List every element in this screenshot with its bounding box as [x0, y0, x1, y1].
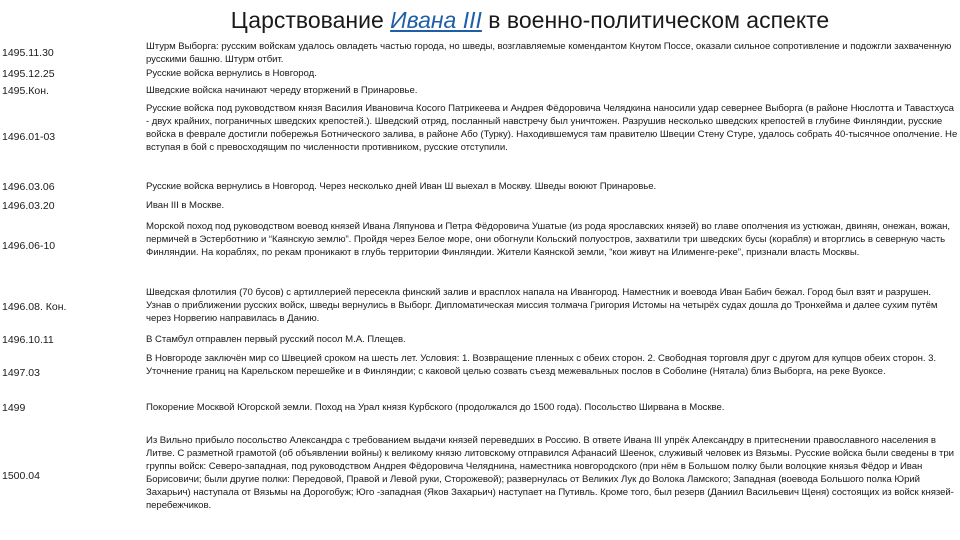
row-description: Покорение Москвой Югорской земли. Поход на Урал князя Курбского (продолжался до 1500 года). Посольство Ширвана в Москве. [146, 402, 725, 413]
row-description: Штурм Выборга: русским войскам удалось овладеть частью города, но шведы, возглавляемые комендантом Кнутом Поссе, оказали сильное сопротивление и подожгли захваченную русскими башню. Штурм отбит. [146, 41, 952, 65]
row-date: 1499 [2, 402, 26, 414]
row-description: Шведские войска начинают череду вторжений в Принаровье. [146, 85, 418, 96]
row-date: 1496.08. Кон. [2, 301, 67, 313]
row-date: 1496.03.20 [2, 200, 55, 212]
row-description: Иван III в Москве. [146, 200, 225, 211]
row-date: 1496.06-10 [2, 240, 56, 252]
row-date: 1496.10.11 [2, 334, 54, 346]
row-date: 1495.Кон. [2, 85, 49, 97]
row-date: 1496.01-03 [2, 131, 56, 143]
row-description: Русские войска вернулись в Новгород. [146, 68, 317, 79]
row-description: Русские войска под руководством князя Василия Ивановича Косого Патрикеева и Андрея Фёдоровича Челядкина наносили удар севернее Выборга (в районе Нюслотта и Тавастхуса - двух крайних, пограничных шведских крепостей.). Шведский отряд, посланный навстречу был уничтожен. Разрушив несколько шведских крепостей в глубине Финляндии, русские войска в феврале достигли побережья Ботнического залива, в районе Або (Турку). Находившемуся там правителю Швеции Стену Стуре, удалось собрать 40-тысячное ополчение. Не вступая в бой с превосходящим по численности противником, русские отступили. [146, 103, 958, 153]
title-text-end: в военно-политическом аспекте [481, 7, 830, 33]
row-date: 1495.11.30 [2, 47, 54, 59]
row-description: Морской поход под руководством воевод князей Ивана Ляпунова и Петра Фёдоровича Ушатые (из рода ярославских князей) во главе ополчения из устюжан, двинян, онежан, вожан, пермичей в Эстерботнию и “Каянскую землю”. Пройдя через Белое море, они обогнули Кольский полуостров, захватили три шведских бусы (корабля) и вторглись в северную часть Финляндии. На кораблях, по рекам проникают в глубь территории Финляндии. Жители Каянской земли, “кои живут на Илименге-реке”, признали власть Москвы. [146, 221, 951, 258]
row-description: В Новгороде заключён мир со Швецией сроком на шесть лет. Условия: 1. Возвращение пленных с обеих сторон. 2. Свободная торговля друг с другом для купцов обеих сторон. 3. Уточнение границ на Карельском перешейке и в Финляндии; с каковой целью созвать съезд межевальных послов в Соболине (Нятала) близ Выборга, на реке Вуоксе. [146, 353, 937, 377]
row-date: 1497.03 [2, 367, 40, 379]
row-description: Шведская флотилия (70 бусов) с артиллерией пересекла финский залив и врасплох напала на Ивангород. Наместник и воевода Иван Бабич бежал. Город был взят и разрушен. Узнав о приближении русских войск, шведы вернулись в Выборг. Дипломатическая миссия толмача Григория Истомы на четырёх судах дошла до Тронхейма и далее сухим путём через Норвегию направилась в Данию. [146, 287, 938, 324]
row-description: В Стамбул отправлен первый русский посол М.А. Плещев. [146, 334, 406, 345]
row-description: Русские войска вернулись в Новгород. Через несколько дней Иван Ш выехал в Москву. Шведы воюют Принаровье. [146, 181, 657, 192]
title-text-start: Царствование [230, 7, 391, 33]
row-date: 1495.12.25 [2, 68, 55, 80]
row-description: Из Вильно прибыло посольство Александра с требованием выдачи князей переведших в Россию. В ответе Ивана III упрёк Александру в притеснении православного населения в Литве. С разметной грамотой (об объявлении войны) к великому князю литовскому отправился Афанасий Шеенок, служивый человек из Вязьмы. Русские войска были сведены в три группы войск: Северо-западная, под руководством Андрея Фёдоровича Челяднина, наместника новгородского (при нём в Большом полку были волоцкие князья Фёдор и Иван Борисовичи; были другие полки: Передовой, Правой и Левой руки, Сторожевой); развернулась от Великих Лук до Волока Ламского; Западная (воевода Большого полка Юрий Захарьич) наступала от Вязьмы на Дорогобуж; Юго -западная (Яков Захарьич) наступает на Путивль. Кроме того, был резерв (Даниил Васильевич Щеня) состоящих из войск князей-перебежчиков. [146, 435, 954, 511]
row-date: 1496.03.06 [2, 181, 55, 193]
slide-title [0, 6, 960, 34]
title-link-ivan-iii[interactable]: Ивана III [390, 7, 482, 33]
row-date: 1500.04 [2, 470, 40, 482]
